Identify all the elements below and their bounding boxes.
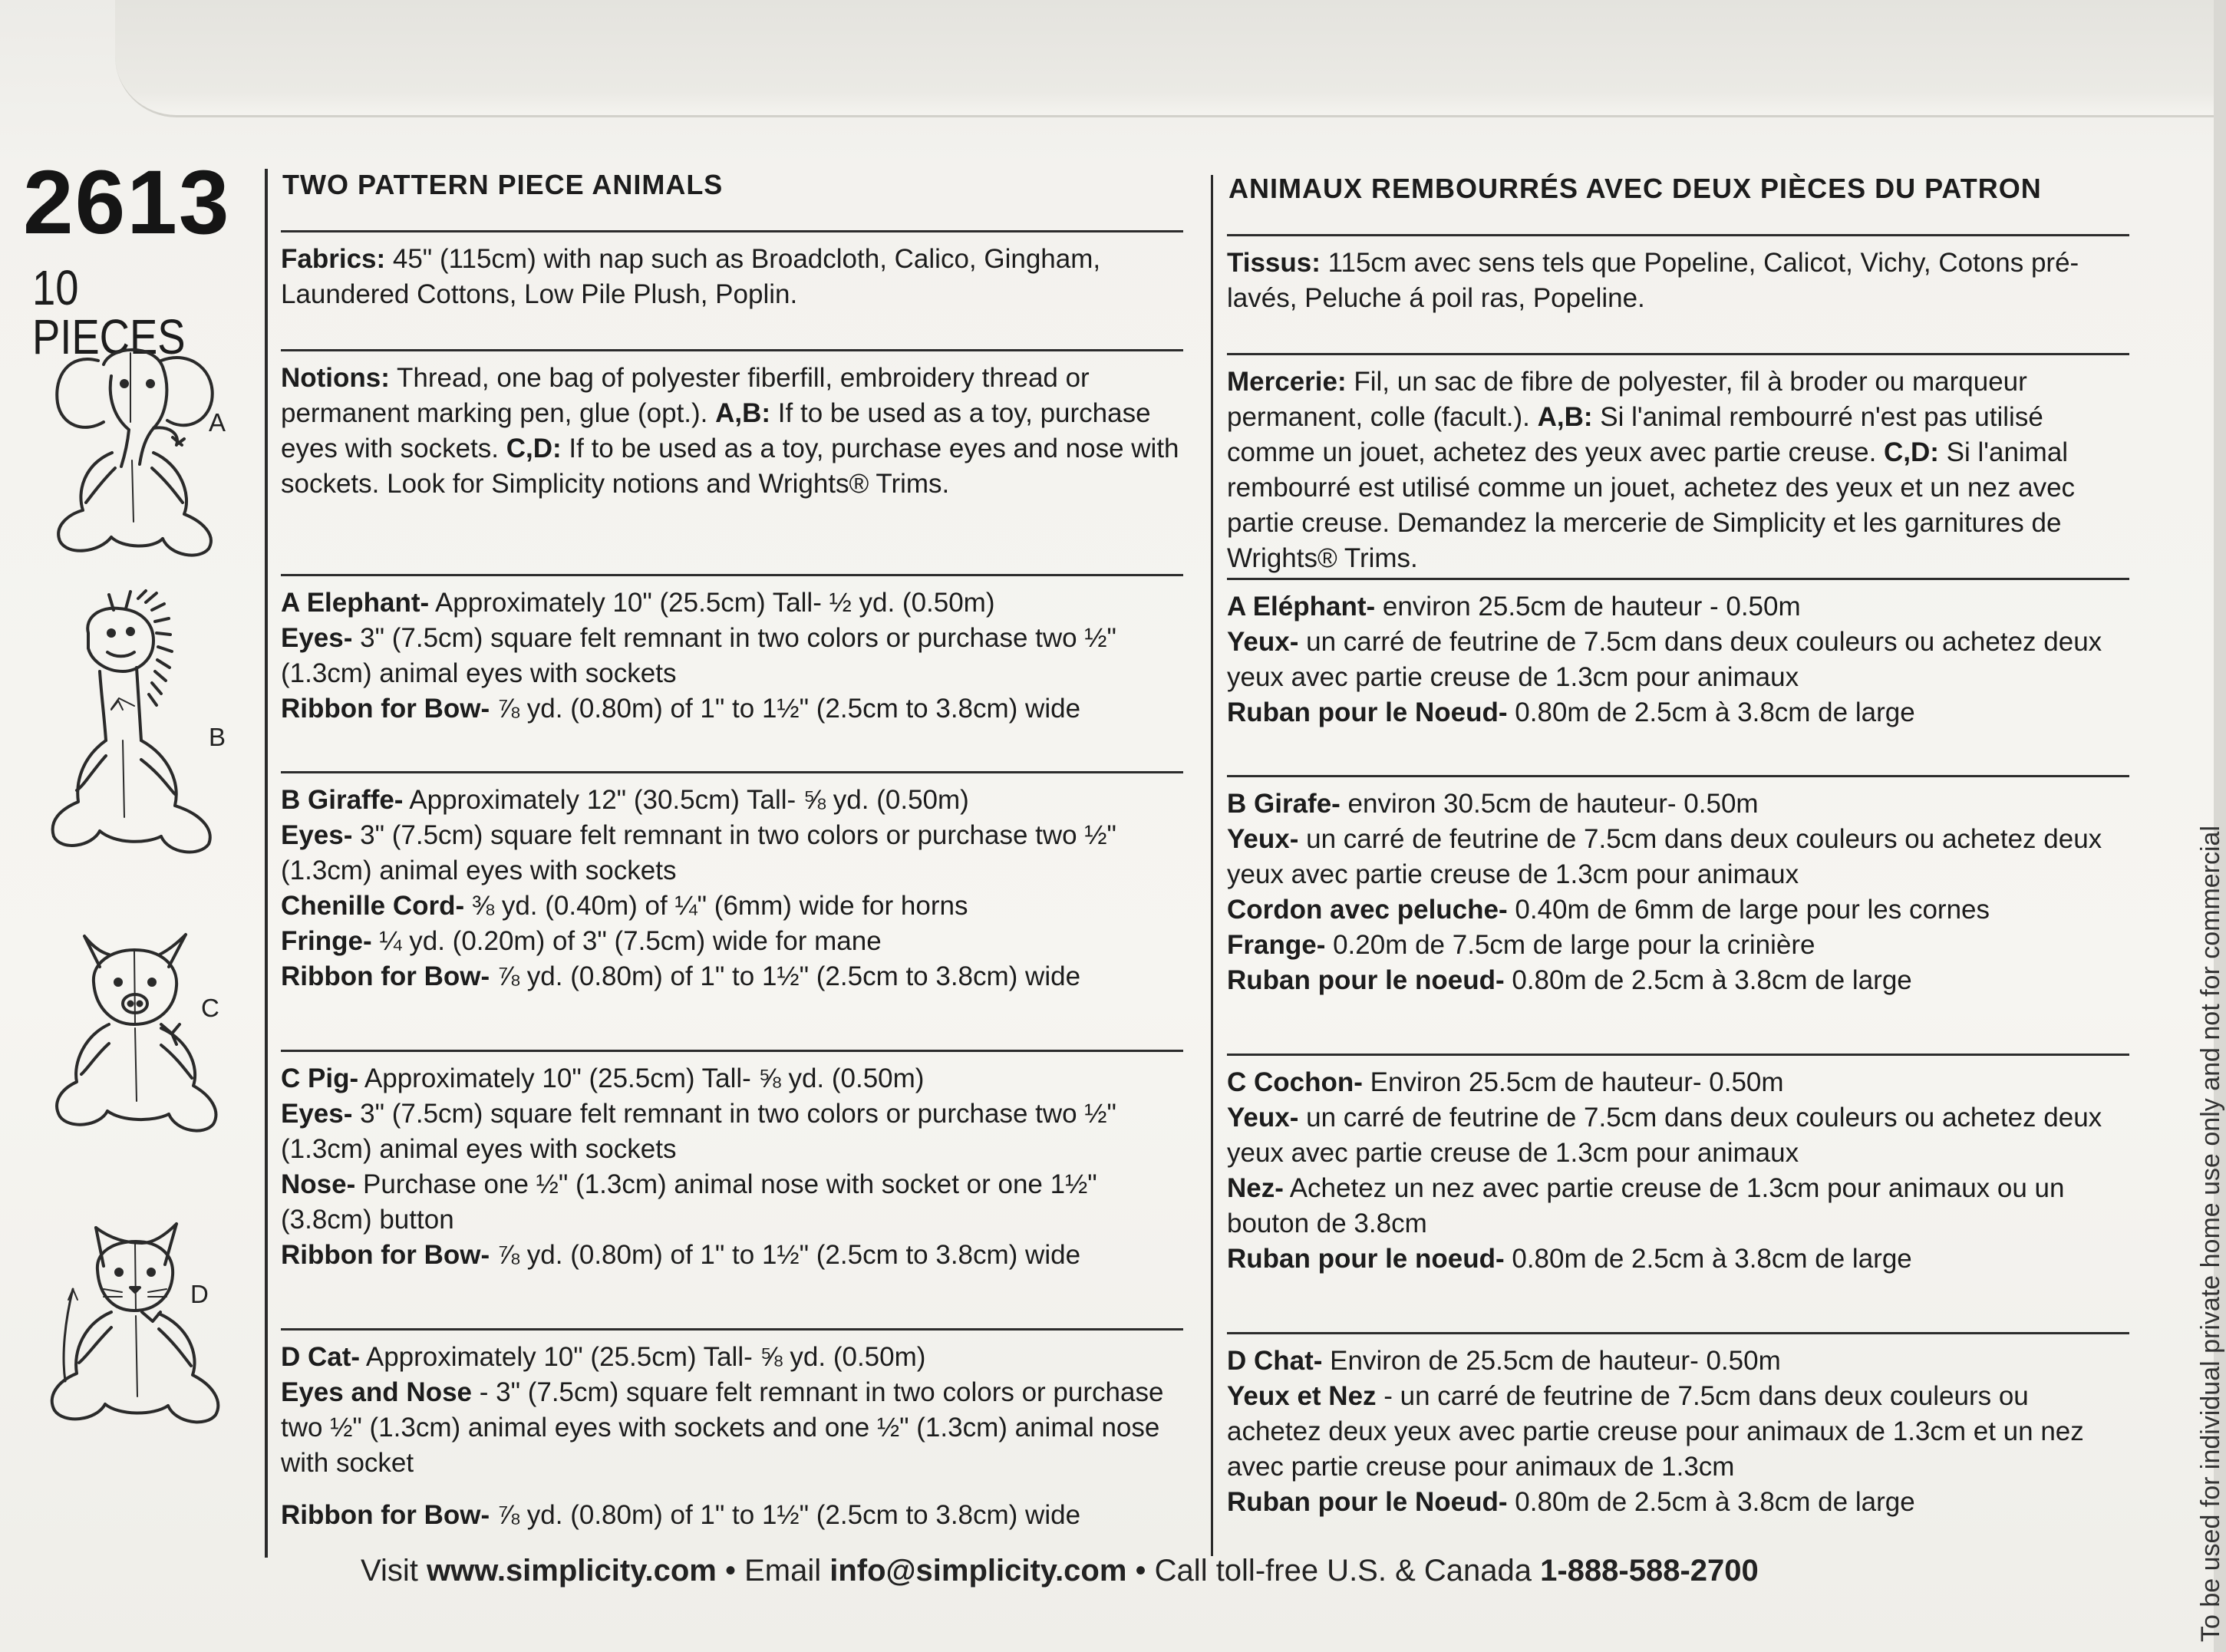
notions-text: Thread, one bag of polyester fiberfill, embroidery thread or permanent marking pen, glue (opt.). bbox=[281, 363, 1090, 428]
giraffe-fr-fringe-text: 0.20m de 7.5cm de large pour la crinière bbox=[1325, 930, 1815, 960]
english-notions-section bbox=[281, 349, 1183, 574]
french-pig-section bbox=[1227, 1054, 2129, 1332]
elephant-fr-eyes-label: Yeux- bbox=[1227, 627, 1299, 657]
notions-cd-label: C,D: bbox=[506, 434, 562, 463]
pig-fr-eyes-text: un carré de feutrine de 7.5cm dans deux couleurs ou achetez deux yeux avec partie creuse de 1.3cm pour animaux bbox=[1227, 1103, 2102, 1168]
english-column bbox=[270, 161, 1183, 1530]
english-fabrics-section bbox=[281, 230, 1183, 340]
english-title: TWO PATTERN PIECE ANIMALS bbox=[282, 169, 724, 200]
notions-cd-text: If to be used as a toy, purchase eyes and nose with sockets. Look for Simplicity notions and Wrights® Trims. bbox=[281, 434, 1179, 499]
pig-fr-ribbon-text: 0.80m de 2.5cm à 3.8cm de large bbox=[1504, 1244, 1912, 1274]
footer-phone: 1-888-588-2700 bbox=[1540, 1554, 1759, 1588]
pig-nose-label: Nose- bbox=[281, 1169, 356, 1199]
mercerie-label: Mercerie: bbox=[1227, 367, 1347, 397]
pig-ribbon-text: ⅞ yd. (0.80m) of 1" to 1½" (2.5cm to 3.8cm) wide bbox=[490, 1240, 1081, 1270]
elephant-fr-size: environ 25.5cm de hauteur - 0.50m bbox=[1375, 592, 1801, 622]
side-disclaimer: To be used for individual private home use only and not for commercial bbox=[2196, 825, 2225, 1642]
mercerie-text: Fil, un sac de fibre de polyester, fil à broder ou marqueur permanent, colle (facult.). bbox=[1227, 367, 2027, 432]
mercerie-ab-text: Si l'animal rembourré n'est pas utilisé comme un jouet, achetez des yeux avec partie creuse. bbox=[1227, 402, 2043, 467]
french-fabrics-section bbox=[1227, 234, 2129, 344]
giraffe-fr-fringe-label: Frange- bbox=[1227, 930, 1326, 960]
cat-heading: D Cat- bbox=[281, 1342, 361, 1372]
notions-label: Notions: bbox=[281, 363, 390, 393]
fabrics-text: 45" (115cm) with nap such as Broadcloth, Calico, Gingham, Laundered Cottons, Low Pile Plush, Poplin. bbox=[281, 244, 1101, 309]
cat-fr-eyes-label: Yeux et Nez bbox=[1227, 1381, 1377, 1411]
french-title: ANIMAUX REMBOURRÉS AVEC DEUX PIÈCES DU PATRON bbox=[1228, 173, 2042, 204]
giraffe-ribbon-text: ⅞ yd. (0.80m) of 1" to 1½" (2.5cm to 3.8cm) wide bbox=[490, 961, 1081, 991]
pig-illustration bbox=[54, 921, 238, 1143]
sidebar-divider bbox=[265, 169, 268, 1558]
illustration-label-d: D bbox=[190, 1280, 209, 1308]
english-pig-section bbox=[281, 1050, 1183, 1328]
pig-heading: C Pig- bbox=[281, 1063, 359, 1093]
pig-ribbon-label: Ribbon for Bow- bbox=[281, 1240, 490, 1270]
elephant-eyes-label: Eyes- bbox=[281, 623, 353, 653]
giraffe-fr-ribbon-text: 0.80m de 2.5cm à 3.8cm de large bbox=[1504, 965, 1912, 995]
cat-fr-size: Environ de 25.5cm de hauteur- 0.50m bbox=[1322, 1346, 1781, 1376]
notions-ab-label: A,B: bbox=[715, 398, 771, 428]
mercerie-ab-label: A,B: bbox=[1537, 402, 1593, 432]
elephant-fr-eyes-text: un carré de feutrine de 7.5cm dans deux couleurs ou achetez deux yeux avec partie creuse de 1.3cm pour animaux bbox=[1227, 627, 2102, 692]
cat-ribbon-text: ⅞ yd. (0.80m) of 1" to 1½" (2.5cm to 3.8cm) wide bbox=[490, 1500, 1081, 1530]
giraffe-fr-chenille-text: 0.40m de 6mm de large pour les cornes bbox=[1507, 895, 1990, 925]
pig-size: Approximately 10" (25.5cm) Tall- ⅝ yd. (0.50m) bbox=[358, 1063, 925, 1093]
illustration-label-c: C bbox=[201, 994, 219, 1022]
giraffe-eyes-text: 3" (7.5cm) square felt remnant in two colors or purchase two ½" (1.3cm) animal eyes with sockets bbox=[281, 820, 1116, 885]
giraffe-fr-eyes-text: un carré de feutrine de 7.5cm dans deux couleurs ou achetez deux yeux avec partie creuse de 1.3cm pour animaux bbox=[1227, 824, 2102, 889]
cat-eyes-text: - 3" (7.5cm) square felt remnant in two colors or purchase two ½" (1.3cm) animal eyes with sockets and one ½" (1.3cm) animal nose with socket bbox=[281, 1377, 1164, 1478]
elephant-fr-ribbon-text: 0.80m de 2.5cm à 3.8cm de large bbox=[1507, 697, 1915, 727]
cat-fr-eyes-text: - un carré de feutrine de 7.5cm dans deux couleurs ou achetez deux yeux avec partie creuse pour animaux de 1.3cm et un nez avec partie creuse pour animaux de 1.3cm bbox=[1227, 1381, 2084, 1482]
pig-eyes-text: 3" (7.5cm) square felt remnant in two colors or purchase two ½" (1.3cm) animal eyes with sockets bbox=[281, 1099, 1116, 1164]
footer-sep-email: • Email bbox=[716, 1554, 830, 1588]
giraffe-eyes-label: Eyes- bbox=[281, 820, 353, 850]
elephant-fr-heading: A Eléphant- bbox=[1227, 592, 1376, 622]
english-cat-section bbox=[281, 1328, 1183, 1530]
giraffe-size: Approximately 12" (30.5cm) Tall- ⅝ yd. (0.50m) bbox=[403, 785, 969, 815]
french-column bbox=[1216, 165, 2129, 1528]
elephant-ribbon-text: ⅞ yd. (0.80m) of 1" to 1½" (2.5cm to 3.8cm) wide bbox=[490, 694, 1081, 724]
pig-fr-eyes-label: Yeux- bbox=[1227, 1103, 1299, 1133]
giraffe-fr-size: environ 30.5cm de hauteur- 0.50m bbox=[1340, 789, 1759, 819]
pig-fr-ribbon-label: Ruban pour le noeud- bbox=[1227, 1244, 1505, 1274]
giraffe-fr-chenille-label: Cordon avec peluche- bbox=[1227, 895, 1508, 925]
elephant-eyes-text: 3" (7.5cm) square felt remnant in two colors or purchase two ½" (1.3cm) animal eyes with sockets bbox=[281, 623, 1116, 688]
notions-ab-text: If to be used as a toy, purchase eyes with sockets. bbox=[281, 398, 1151, 463]
giraffe-heading: B Giraffe- bbox=[281, 785, 404, 815]
cat-size: Approximately 10" (25.5cm) Tall- ⅝ yd. (0.50m) bbox=[360, 1342, 926, 1372]
giraffe-ribbon-label: Ribbon for Bow- bbox=[281, 961, 490, 991]
elephant-ribbon-label: Ribbon for Bow- bbox=[281, 694, 490, 724]
fabrics-label: Fabrics: bbox=[281, 244, 386, 274]
elephant-fr-ribbon-label: Ruban pour le Noeud- bbox=[1227, 697, 1508, 727]
piece-count: 10 PIECES bbox=[32, 260, 186, 364]
elephant-heading: A Elephant- bbox=[281, 588, 430, 618]
footer-website-link[interactable]: www.simplicity.com bbox=[426, 1554, 717, 1588]
cat-eyes-label: Eyes and Nose bbox=[281, 1377, 472, 1407]
pig-fr-heading: C Cochon- bbox=[1227, 1067, 1363, 1097]
footer-visit: Visit bbox=[361, 1554, 427, 1588]
cat-illustration bbox=[42, 1212, 242, 1450]
giraffe-fr-eyes-label: Yeux- bbox=[1227, 824, 1299, 854]
giraffe-fringe-label: Fringe- bbox=[281, 926, 372, 956]
illustration-label-a: A bbox=[209, 408, 226, 437]
french-elephant-section bbox=[1227, 578, 2129, 775]
giraffe-chenille-text: ⅜ yd. (0.40m) of ¼" (6mm) wide for horns bbox=[464, 891, 968, 921]
cat-fr-ribbon-text: 0.80m de 2.5cm à 3.8cm de large bbox=[1507, 1487, 1915, 1517]
pattern-number: 2613 bbox=[23, 152, 231, 253]
pig-fr-nose-label: Nez- bbox=[1227, 1173, 1284, 1203]
tissus-text: 115cm avec sens tels que Popeline, Calicot, Vichy, Cotons pré-lavés, Peluche á poil ras, Popeline. bbox=[1227, 248, 2079, 313]
column-divider bbox=[1211, 175, 1213, 1556]
illustration-label-b: B bbox=[209, 723, 226, 751]
cat-ribbon-label: Ribbon for Bow- bbox=[281, 1500, 490, 1530]
mercerie-cd-label: C,D: bbox=[1884, 437, 1939, 467]
cat-fr-heading: D Chat- bbox=[1227, 1346, 1323, 1376]
giraffe-fr-heading: B Girafe- bbox=[1227, 789, 1341, 819]
pig-eyes-label: Eyes- bbox=[281, 1099, 353, 1129]
english-giraffe-section bbox=[281, 771, 1183, 1050]
giraffe-fr-ribbon-label: Ruban pour le noeud- bbox=[1227, 965, 1505, 995]
envelope-flap bbox=[115, 0, 2214, 117]
tissus-label: Tissus: bbox=[1227, 248, 1321, 278]
giraffe-chenille-label: Chenille Cord- bbox=[281, 891, 465, 921]
french-cat-section bbox=[1227, 1332, 2129, 1528]
french-giraffe-section bbox=[1227, 775, 2129, 1054]
elephant-illustration bbox=[38, 330, 238, 560]
cat-fr-ribbon-label: Ruban pour le Noeud- bbox=[1227, 1487, 1508, 1517]
footer-sep-phone: • Call toll-free U.S. & Canada bbox=[1126, 1554, 1541, 1588]
giraffe-fringe-text: ¼ yd. (0.20m) of 3" (7.5cm) wide for mane bbox=[371, 926, 882, 956]
french-notions-section bbox=[1227, 353, 2129, 578]
pig-fr-size: Environ 25.5cm de hauteur- 0.50m bbox=[1362, 1067, 1784, 1097]
english-elephant-section bbox=[281, 574, 1183, 771]
pig-fr-nose-text: Achetez un nez avec partie creuse de 1.3cm pour animaux ou un bouton de 3.8cm bbox=[1227, 1173, 2065, 1238]
contact-footer bbox=[361, 1554, 2125, 1588]
mercerie-cd-text: Si l'animal rembourré est utilisé comme un jouet, achetez des yeux et un nez avec partie creuse. Demandez la mercerie de Simplicity et les garnitures de Wrights® Trims. bbox=[1227, 437, 2076, 573]
elephant-size: Approximately 10" (25.5cm) Tall- ½ yd. (0.50m) bbox=[429, 588, 995, 618]
pig-nose-text: Purchase one ½" (1.3cm) animal nose with socket or one 1½" (3.8cm) button bbox=[281, 1169, 1097, 1235]
footer-email-link[interactable]: info@simplicity.com bbox=[829, 1554, 1127, 1588]
